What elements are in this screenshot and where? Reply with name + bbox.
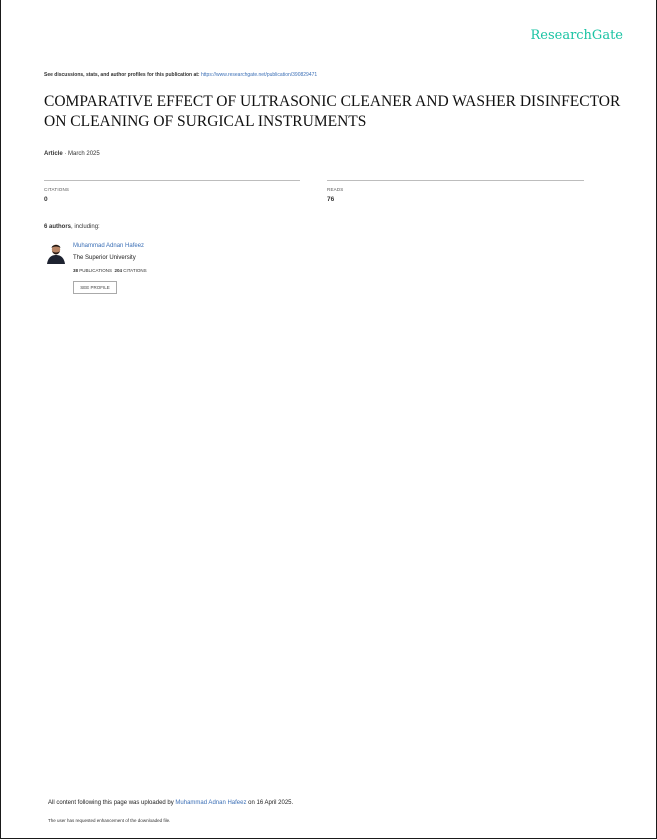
authors-suffix: , including:	[71, 224, 100, 230]
reads-label: READS	[327, 187, 344, 192]
article-meta	[44, 151, 100, 157]
reads-value: 76	[327, 196, 335, 203]
uploader-link[interactable]: Muhammad Adnan Hafeez	[175, 800, 247, 806]
author-stats	[73, 268, 147, 273]
publication-link[interactable]: https://www.researchgate.net/publication/390829471	[200, 72, 318, 78]
author-citations-count: 204	[114, 268, 122, 273]
article-date: · March 2025	[64, 151, 100, 157]
author-publications-count: 38	[73, 268, 79, 273]
article-title: COMPARATIVE EFFECT OF ULTRASONIC CLEANER AND WASHER DISINFECTOR ON CLEANING OF SURGICAL INSTRUMENTS	[44, 93, 621, 130]
upload-suffix: on 16 April 2025.	[248, 800, 294, 806]
author-name-link[interactable]: Muhammad Adnan Hafeez	[73, 243, 145, 249]
upload-note	[48, 800, 293, 806]
citations-value: 0	[44, 196, 48, 203]
enhancement-note: The user has requested enhancement of the downloaded file.	[48, 818, 171, 823]
author-avatar[interactable]	[46, 242, 66, 264]
article-type: Article	[44, 151, 63, 157]
author-institution: The Superior University	[73, 255, 136, 261]
reads-divider	[327, 180, 584, 181]
author-citations-label: CITATIONS	[123, 268, 147, 273]
author-publications-label: PUBLICATIONS	[79, 268, 112, 273]
authors-count: 6 authors	[44, 224, 72, 230]
upload-prefix: All content following this page was uploaded by	[48, 800, 174, 806]
researchgate-logo[interactable]: ResearchGate	[530, 28, 623, 43]
authors-header	[44, 224, 100, 230]
source-prefix: See discussions, stats, and author profiles for this publication at:	[44, 72, 200, 78]
see-profile-button[interactable]: SEE PROFILE	[73, 281, 117, 294]
citations-label: CITATIONS	[44, 187, 70, 192]
source-line	[44, 72, 317, 78]
citations-divider	[44, 180, 300, 181]
